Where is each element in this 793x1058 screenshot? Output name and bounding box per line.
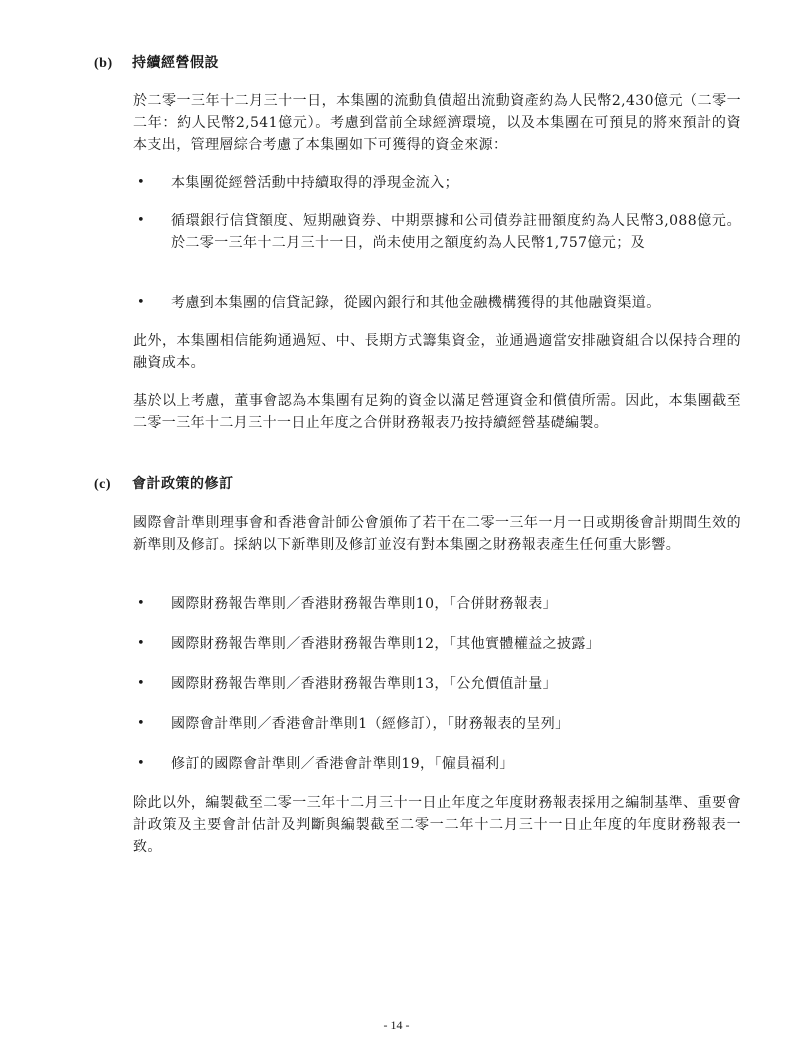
- bullet-text: 本集團從經營活動中持續取得的淨現金流入；: [171, 175, 459, 191]
- bullet-text: 國際財務報告準則／香港財務報告準則13，「公允價值計量」: [171, 676, 558, 692]
- section-b-bullet-3: [133, 292, 741, 314]
- section-b-paragraph-2: 此外，本集團相信能夠通過短、中、長期方式籌集資金，並通過適當安排融資組合以保持合理的融資成本。: [133, 333, 741, 371]
- section-b-marker: (b): [94, 56, 113, 71]
- section-b-bullet-2: [133, 210, 741, 254]
- bullet-icon: •: [137, 295, 146, 310]
- section-b-paragraph-3: 基於以上考慮，董事會認為本集團有足夠的資金以滿足營運資金和償債所需。因此，本集團截至二零一三年十二月三十一日止年度之合併財務報表乃按持續經營基礎編製。: [133, 393, 741, 431]
- section-c-paragraph-2: 除此以外，編製截至二零一三年十二月三十一日止年度之年度財務報表採用之編制基準、重要會計政策及主要會計估計及判斷與編製截至二零一二年十二月三十一日止年度的年度財務報表一致。: [133, 795, 741, 855]
- bullet-icon: •: [137, 213, 146, 228]
- section-c-bullet-2: [133, 633, 741, 655]
- bullet-text: 國際財務報告準則／香港財務報告準則12，「其他實體權益之披露」: [171, 636, 601, 652]
- section-c-paragraph-1: 國際會計準則理事會和香港會計師公會頒佈了若干在二零一三年一月一日或期後會計期間生效的新準則及修訂。採納以下新準則及修訂並沒有對本集團之財務報表產生任何重大影響。: [133, 515, 741, 553]
- bullet-icon: •: [137, 756, 146, 771]
- bullet-icon: •: [137, 676, 146, 691]
- page-number: - 14 -: [383, 1018, 410, 1032]
- bullet-icon: •: [137, 596, 146, 611]
- section-c-bullet-3: [133, 673, 741, 695]
- bullet-icon: •: [137, 716, 146, 731]
- bullet-icon: •: [137, 175, 146, 190]
- bullet-text: 循環銀行信貸額度、短期融資券、中期票據和公司債券註冊額度約為人民幣3,088億元。於二零一三年十二月三十一日，尚未使用之額度約為人民幣1,757億元；及: [171, 213, 741, 251]
- section-c-title: 會計政策的修訂: [132, 476, 234, 492]
- section-b-heading: [94, 52, 219, 72]
- bullet-icon: •: [137, 636, 146, 651]
- section-c-bullet-5: [133, 753, 741, 775]
- section-c-heading: [94, 473, 234, 493]
- section-b-title: 持續經營假設: [132, 55, 219, 71]
- section-c-marker: (c): [94, 477, 112, 492]
- section-b-paragraph-1: 於二零一三年十二月三十一日，本集團的流動負債超出流動資產約為人民幣2,430億元（二零一二年：約人民幣2,541億元）。考慮到當前全球經濟環境，以及本集團在可預見的將來預計的資本支出，管理層綜合考慮了本集團如下可獲得的資金來源：: [133, 93, 741, 153]
- bullet-text: 修訂的國際會計準則／香港會計準則19，「僱員福利」: [171, 756, 514, 772]
- bullet-text: 考慮到本集團的信貸記錄，從國內銀行和其他金融機構獲得的其他融資渠道。: [171, 295, 661, 311]
- section-c-bullet-4: [133, 713, 741, 735]
- bullet-text: 國際財務報告準則／香港財務報告準則10，「合併財務報表」: [171, 596, 558, 612]
- section-b-bullet-1: [133, 172, 741, 194]
- section-c-bullet-1: [133, 593, 741, 615]
- bullet-text: 國際會計準則／香港會計準則1（經修訂），「財務報表的呈列」: [171, 716, 570, 732]
